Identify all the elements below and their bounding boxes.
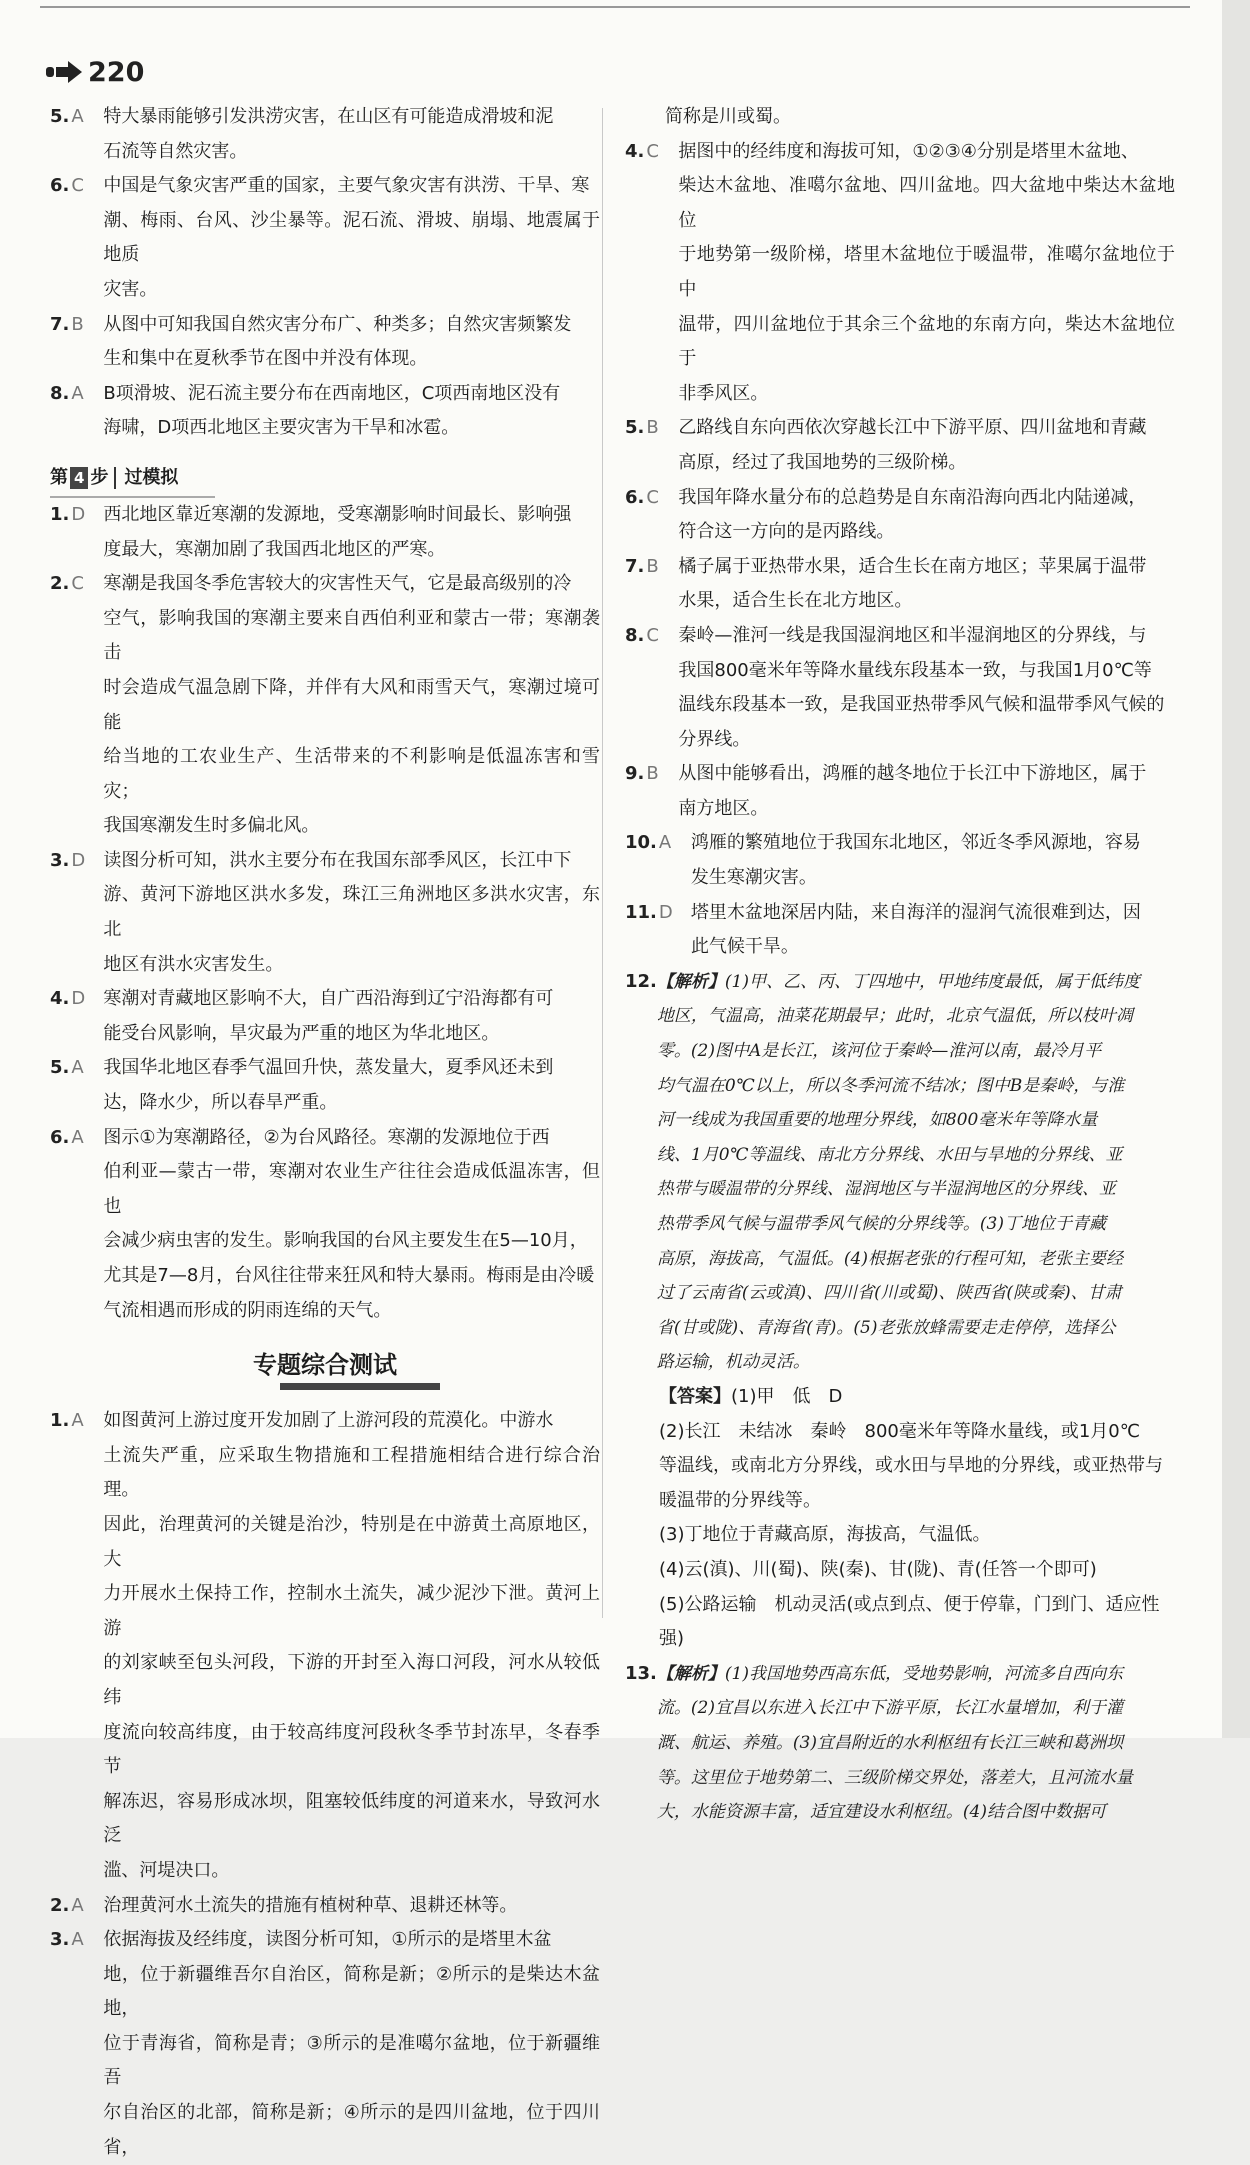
text-line: 地区，气温高，油菜花期最早；此时，北京气温低，所以枝叶凋 xyxy=(656,1006,1133,1027)
analysis-line: (1)甲、乙、丙、丁四地中，甲地纬度最低，属于低纬度 xyxy=(724,971,1140,992)
answer-item xyxy=(50,844,600,982)
text-line: 度流向较高纬度，由于较高纬度河段秋冬季节封冻早，冬春季节 xyxy=(103,1721,600,1778)
analysis-text xyxy=(657,1657,1175,1830)
text-line: 因此，治理黄河的关键是治沙，特别是在中游黄土高原地区，大 xyxy=(103,1513,600,1570)
answer-item xyxy=(625,411,1175,480)
text-line: 游、黄河下游地区洪水多发，珠江三角洲地区多洪水灾害，东北 xyxy=(103,884,600,941)
explanation-text xyxy=(103,1404,600,1888)
text-line: 达，降水少，所以春旱严重。 xyxy=(103,1092,338,1114)
answer-letter: A xyxy=(658,832,672,854)
text-line: 伯利亚—蒙古一带，寒潮对农业生产往往会造成低温冻害，但也 xyxy=(103,1161,600,1217)
text-line: 依据海拔及经纬度，读图分析可知，①所示的是塔里木盆 xyxy=(103,1929,552,1951)
question-number: 4. xyxy=(50,988,70,1010)
arrow-icon xyxy=(46,61,82,83)
analysis-line: (1)我国地势西高东低，受地势影响，河流多自西向东 xyxy=(724,1663,1123,1684)
answer-item xyxy=(50,1923,600,2165)
text-line: 发生寒潮灾害。 xyxy=(690,867,817,889)
text-line: 热带季风气候与温带季风气候的分界线等。(3)丁地位于青藏 xyxy=(656,1214,1106,1234)
text-line: 均气温在0℃以上，所以冬季河流不结冰；图中B是秦岭，与淮 xyxy=(656,1075,1125,1096)
column-divider xyxy=(602,108,603,1618)
answer-letter: A xyxy=(71,1126,84,1148)
answer-item xyxy=(625,965,1175,1380)
answer-item xyxy=(50,308,600,377)
answer-item xyxy=(625,896,1175,965)
question-number: 4. xyxy=(625,140,645,162)
analysis-label: 【解析】 xyxy=(656,1663,725,1684)
explanation-text xyxy=(103,567,600,844)
answer-line xyxy=(659,1380,1175,1415)
text-line: 力开展水土保持工作，控制水土流失，减少泥沙下泄。黄河上游 xyxy=(103,1583,600,1639)
text-line: 给当地的工农业生产、生活带来的不利影响是低温冻害和雪灾； xyxy=(103,746,600,802)
text-line: 高原，海拔高，气温低。(4)根据老张的行程可知，老张主要经 xyxy=(656,1248,1123,1269)
text-line: 图示①为寒潮路径，②为台风路径。寒潮的发源地位于西 xyxy=(103,1126,550,1148)
analysis-label: 【解析】 xyxy=(656,971,725,992)
question-number: 7. xyxy=(625,555,645,577)
answer-letter: C xyxy=(646,486,659,508)
text-line: 非季风区。 xyxy=(678,382,769,404)
explanation-text xyxy=(678,481,1175,550)
question-number: 5. xyxy=(625,417,645,439)
text-line: 度最大，寒潮加剧了我国西北地区的严寒。 xyxy=(103,538,446,560)
explanation-text xyxy=(678,757,1175,826)
question-number: 3. xyxy=(50,849,70,871)
text-line: 的刘家峡至包头河段，下游的开封至入海口河段，河水从较低纬 xyxy=(103,1652,600,1708)
answer-item xyxy=(50,377,600,446)
answer-item xyxy=(50,169,600,307)
answer-letter: D xyxy=(71,849,86,871)
text-line: B项滑坡、泥石流主要分布在西南地区，C项西南地区没有 xyxy=(103,382,561,404)
text-line xyxy=(657,965,1175,1000)
continuation-text: 简称是川或蜀。 xyxy=(665,106,791,127)
top-rule xyxy=(40,6,1190,8)
text-line: 塔里木盆地深居内陆，来自海洋的湿润气流很难到达，因 xyxy=(690,901,1141,923)
text-line: 等。这里位于地势第二、三级阶梯交界处，落差大，且河流水量 xyxy=(656,1767,1133,1788)
explanation-text xyxy=(678,619,1175,757)
text-line: 治理黄河水土流失的措施有植树种草、退耕还林等。 xyxy=(103,1894,518,1916)
right-column xyxy=(625,100,1175,1830)
page-number: 220 xyxy=(88,56,145,88)
question-number: 12. xyxy=(625,970,657,992)
answer-letter: A xyxy=(71,1894,84,1916)
text-line: 路运输，机动灵活。 xyxy=(656,1352,810,1373)
step-number-box: 4 xyxy=(70,467,88,489)
question-number: 6. xyxy=(625,486,645,508)
text-line: 西北地区靠近寒潮的发源地，受寒潮影响时间最长、影响强 xyxy=(103,503,572,525)
text-line: 于地势第一级阶梯，塔里木盆地位于暖温带，准噶尔盆地位于中 xyxy=(678,244,1175,300)
text-line: 位于青海省，简称是青；③所示的是准噶尔盆地，位于新疆维吾 xyxy=(103,2032,600,2089)
answer-item xyxy=(50,567,600,844)
text-line: 鸿雁的繁殖地位于我国东北地区，邻近冬季风源地，容易 xyxy=(690,832,1141,854)
question-number: 3. xyxy=(50,1929,70,1951)
answer-line: (3)丁地位于青藏高原，海拔高，气温低。 xyxy=(659,1524,991,1546)
step-prefix: 第 xyxy=(50,466,68,488)
text-line: 热带与暖温带的分界线、湿润地区与半湿润地区的分界线、亚 xyxy=(656,1179,1116,1200)
title-underline xyxy=(280,1383,440,1390)
question-number: 11. xyxy=(625,901,657,923)
question-number: 9. xyxy=(625,763,645,785)
answer-letter: D xyxy=(71,503,86,525)
answer-letter: B xyxy=(646,763,659,785)
analysis-text xyxy=(657,965,1175,1380)
text-line: 海啸，D项西北地区主要灾害为干旱和冰雹。 xyxy=(103,417,460,439)
text-line: 如图黄河上游过度开发加剧了上游河段的荒漠化。中游水 xyxy=(103,1410,554,1432)
answer-item xyxy=(50,982,600,1051)
explanation-text xyxy=(103,1923,600,2165)
explanation-text xyxy=(103,377,600,446)
explanation-text xyxy=(103,1889,600,1924)
answer-letter: B xyxy=(646,555,659,577)
answer-letter: A xyxy=(71,382,84,404)
explanation-text xyxy=(103,1121,600,1329)
answer-item xyxy=(625,135,1175,412)
question-number: 13. xyxy=(625,1662,657,1684)
answer-label: 【答案】 xyxy=(659,1385,731,1407)
text-line: 地区有洪水灾害发生。 xyxy=(103,953,284,975)
answer-letter: D xyxy=(71,988,86,1010)
answer-line: 暖温带的分界线等。 xyxy=(659,1489,821,1511)
text-line: 橘子属于亚热带水果，适合生长在南方地区；苹果属于温带 xyxy=(678,555,1147,577)
explanation-text xyxy=(103,169,600,307)
answer-item xyxy=(50,1051,600,1120)
answer-letter: A xyxy=(71,106,84,127)
explanation-text xyxy=(691,826,1175,895)
text-line: 能受台风影响，旱灾最为严重的地区为华北地区。 xyxy=(103,1022,500,1044)
text-line: 空气，影响我国的寒潮主要来自西伯利亚和蒙古一带；寒潮袭击 xyxy=(103,607,600,664)
answer-letter: C xyxy=(646,140,659,162)
step-section-heading xyxy=(50,454,600,502)
answer-letter: A xyxy=(71,1410,84,1432)
question-number: 8. xyxy=(625,624,645,646)
text-line: 会减少病虫害的发生。影响我国的台风主要发生在5—10月， xyxy=(103,1230,588,1252)
text-line: 高原，经过了我国地势的三级阶梯。 xyxy=(678,451,967,473)
text-line: 分界线。 xyxy=(678,728,751,750)
text-line: 滥、河堤决口。 xyxy=(103,1859,230,1881)
answer-letter: A xyxy=(71,1057,84,1079)
question-number: 1. xyxy=(50,1410,70,1432)
answer-letter: A xyxy=(71,1929,84,1951)
text-line: 过了云南省(云或滇)、四川省(川或蜀)、陕西省(陕或秦)、甘肃 xyxy=(656,1283,1122,1304)
text-line: 时会造成气温急剧下降，并伴有大风和雨雪天气，寒潮过境可能 xyxy=(103,676,600,733)
question-number: 7. xyxy=(50,313,70,335)
explanation-text xyxy=(103,100,600,169)
answer-item xyxy=(50,100,600,169)
text-line: 秦岭—淮河一线是我国湿润地区和半湿润地区的分界线，与 xyxy=(678,624,1147,646)
text-line: 温带，四川盆地位于其余三个盆地的东南方向，柴达木盆地位于 xyxy=(678,313,1175,370)
answer-line: (2)长江 未结冰 秦岭 800毫米年等降水量线，或1月0℃ xyxy=(659,1420,1140,1442)
section-title-text: 专题综合测试 xyxy=(253,1351,397,1380)
explanation-text xyxy=(103,982,600,1051)
text-line: 我国寒潮发生时多偏北风。 xyxy=(103,815,320,837)
answer-item xyxy=(625,619,1175,757)
question-number: 6. xyxy=(50,175,70,197)
text-line: 我国华北地区春季气温回升快，蒸发量大，夏季风还未到 xyxy=(103,1057,554,1079)
answer-letter: C xyxy=(646,624,659,646)
text-line: 从图中可知我国自然灾害分布广、种类多；自然灾害频繁发 xyxy=(103,313,572,335)
explanation-text xyxy=(678,135,1175,412)
text-line: 南方地区。 xyxy=(678,797,769,819)
question-number: 10. xyxy=(625,832,657,854)
text-line: 土流失严重，应采取生物措施和工程措施相结合进行综合治理。 xyxy=(103,1444,600,1501)
answer-line: (4)云(滇)、川(蜀)、陕(秦)、甘(陇)、青(任答一个即可) xyxy=(659,1558,1097,1580)
explanation-text xyxy=(678,550,1175,619)
answer-item xyxy=(50,498,600,567)
left-column xyxy=(50,100,600,2165)
text-line: 潮、梅雨、台风、沙尘暴等。泥石流、滑坡、崩塌、地震属于地质 xyxy=(103,209,600,266)
text-line: 乙路线自东向西依次穿越长江中下游平原、四川盆地和青藏 xyxy=(678,417,1147,439)
text-line: 符合这一方向的是丙路线。 xyxy=(678,521,895,543)
text-line: 大，水能资源丰富，适宜建设水利枢纽。(4)结合图中数据可 xyxy=(656,1802,1106,1823)
answer-block xyxy=(625,1380,1175,1657)
text-line: 柴达木盆地、准噶尔盆地、四川盆地。四大盆地中柴达木盆地位 xyxy=(678,175,1175,231)
text-line: 地，位于新疆维吾尔自治区，简称是新；②所示的是柴达木盆地， xyxy=(103,1963,600,2020)
text-line: 温线东段基本一致，是我国亚热带季风气候和温带季风气候的 xyxy=(678,694,1165,716)
answer-item xyxy=(625,550,1175,619)
text-line xyxy=(657,1657,1175,1692)
text-line: 据图中的经纬度和海拔可知，①②③④分别是塔里木盆地、 xyxy=(678,140,1139,162)
explanation-text xyxy=(691,896,1175,965)
text-line: 河一线成为我国重要的地理分界线，如800毫米年等降水量 xyxy=(656,1110,1098,1131)
answer-letter: B xyxy=(646,417,659,439)
text-line: 灾害。 xyxy=(103,278,158,300)
text-line: 从图中能够看出，鸿雁的越冬地位于长江中下游地区，属于 xyxy=(678,763,1147,785)
text-line: 省(甘或陇)、青海省(青)。(5)老张放蜂需要走走停停，选择公 xyxy=(656,1317,1116,1338)
answer-item xyxy=(50,1889,600,1924)
question-number: 2. xyxy=(50,573,70,595)
explanation-text xyxy=(103,308,600,377)
text-line: 尤其是7—8月，台风往往带来狂风和特大暴雨。梅雨是由冷暖 xyxy=(103,1265,595,1286)
answer-letter: C xyxy=(71,175,84,197)
explanation-text xyxy=(103,844,600,982)
text-line: 流。(2)宜昌以东进入长江中下游平原，长江水量增加，利于灌 xyxy=(656,1698,1123,1719)
page-header xyxy=(46,52,144,92)
text-line: 读图分析可知，洪水主要分布在我国东部季风区，长江中下 xyxy=(103,849,572,871)
question-number: 6. xyxy=(50,1126,70,1148)
answer-line: (5)公路运输 机动灵活(或点到点、便于停靠，门到门、适应性强) xyxy=(659,1593,1160,1650)
text-line: 尔自治区的北部，简称是新；④所示的是四川盆地，位于四川省， xyxy=(103,2102,600,2158)
answer-item xyxy=(625,1657,1175,1830)
text-line: 溉、航运、养殖。(3)宜昌附近的水利枢纽有长江三峡和葛洲坝 xyxy=(656,1732,1123,1753)
text-line: 线、1月0℃等温线、南北方分界线、水田与旱地的分界线、亚 xyxy=(656,1144,1123,1165)
question-number: 5. xyxy=(50,1057,70,1079)
answer-item xyxy=(625,826,1175,895)
explanation-text xyxy=(103,1051,600,1120)
text-line: 特大暴雨能够引发洪涝灾害，在山区有可能造成滑坡和泥 xyxy=(103,106,554,127)
answer-item xyxy=(625,757,1175,826)
text-line: 解冻迟，容易形成冰坝，阻塞较低纬度的河道来水，导致河水泛 xyxy=(103,1790,600,1847)
text-line: 我国800毫米年等降水量线东段基本一致，与我国1月0℃等 xyxy=(678,659,1152,681)
explanation-text xyxy=(103,498,600,567)
text-line: 零。(2)图中A是长江，该河位于秦岭—淮河以南，最冷月平 xyxy=(656,1041,1102,1062)
answer-text: (1)甲 低 D xyxy=(731,1385,843,1407)
text-line: 中国是气象灾害严重的国家，主要气象灾害有洪涝、干旱、寒 xyxy=(103,175,590,197)
text-line: 石流等自然灾害。 xyxy=(103,140,248,162)
answer-item xyxy=(625,481,1175,550)
text-line: 气流相遇而形成的阴雨连绵的天气。 xyxy=(103,1299,392,1321)
text-line: 此气候干旱。 xyxy=(690,936,799,958)
question-number: 8. xyxy=(50,382,70,404)
text-line: 寒潮对青藏地区影响不大，自广西沿海到辽宁沿海都有可 xyxy=(103,988,554,1010)
answer-item xyxy=(50,1404,600,1888)
answer-letter: D xyxy=(658,901,673,923)
step-suffix: 步 xyxy=(90,466,109,488)
explanation-text xyxy=(678,411,1175,480)
page-edge xyxy=(1222,0,1250,1738)
answer-letter: C xyxy=(71,573,84,595)
answer-line: 等温线，或南北方分界线，或水田与旱地的分界线，或亚热带与 xyxy=(659,1455,1163,1477)
text-line: 我国年降水量分布的总趋势是自东南沿海向西北内陆递减， xyxy=(678,486,1147,508)
heading-separator xyxy=(114,467,116,489)
step-title: 过模拟 xyxy=(124,466,179,488)
text-line: 生和集中在夏秋季节在图中并没有体现。 xyxy=(103,348,428,370)
question-number: 2. xyxy=(50,1894,70,1916)
question-number: 5. xyxy=(50,106,70,127)
question-number: 1. xyxy=(50,503,70,525)
answer-letter: B xyxy=(71,313,84,335)
text-line: 寒潮是我国冬季危害较大的灾害性天气，它是最高级别的冷 xyxy=(103,573,572,595)
section-title xyxy=(50,1348,600,1396)
text-line: 水果，适合生长在北方地区。 xyxy=(678,590,913,612)
answer-item xyxy=(50,1121,600,1329)
